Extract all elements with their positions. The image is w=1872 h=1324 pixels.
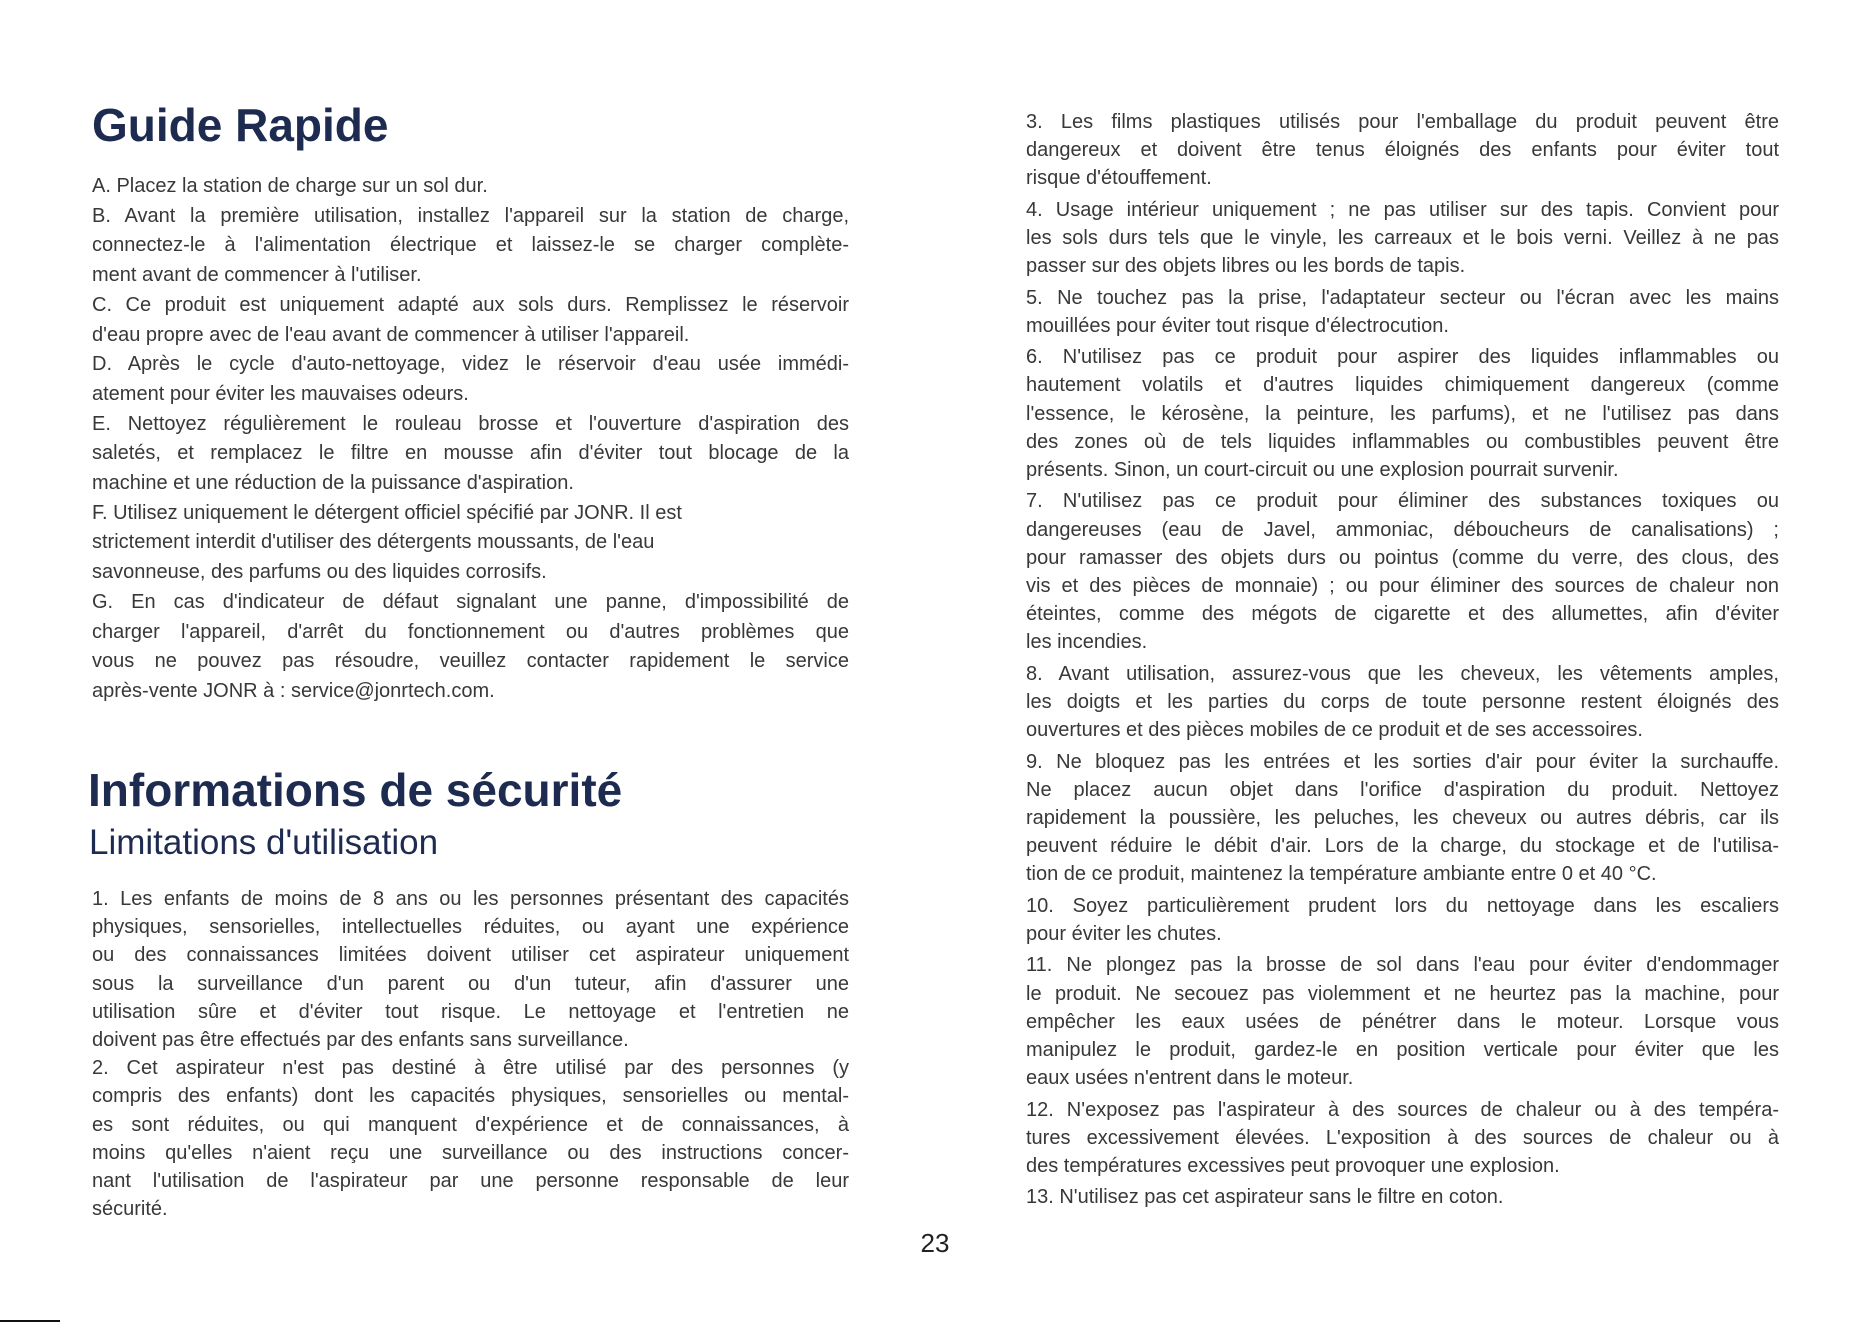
text-line: vis et des pièces de monnaie) ; ou pour éliminer des sources de chaleur non (1026, 575, 1779, 597)
guide-item-f (92, 499, 849, 588)
safety-item-1 (92, 885, 849, 1054)
text-line: 1. Les enfants de moins de 8 ans ou les personnes présentant des capacités (92, 888, 849, 910)
text-line: tures excessivement élevées. L'exposition à des sources de chaleur ou à (1026, 1126, 1779, 1149)
text-line: B. Avant la première utilisation, installez l'appareil sur la station de charge, (92, 204, 849, 227)
safety-item-12 (1026, 1096, 1779, 1181)
text-line: mouillées pour éviter tout risque d'électrocution. (1026, 314, 1449, 337)
text-line: sous la surveillance d'un parent ou d'un tuteur, afin d'assurer une (92, 972, 849, 995)
safety-item-10 (1026, 892, 1779, 948)
text-line: après-vente JONR à : service@jonrtech.com. (92, 679, 495, 702)
text-line: le produit. Ne secouez pas violemment et ne heurtez pas la machine, pour (1026, 982, 1779, 1005)
text-line: saletés, et remplacez le filtre en mousse afin d'éviter tout blocage de la (92, 442, 849, 465)
text-line: 5. Ne touchez pas la prise, l'adaptateur secteur ou l'écran avec les mains (1026, 286, 1779, 309)
text-line: compris des enfants) dont les capacités physiques, sensorielles ou mental- (92, 1085, 849, 1108)
guide-item-e (92, 410, 849, 499)
text-line: charger l'appareil, d'arrêt du fonctionnement ou d'autres problèmes que (92, 620, 849, 643)
text-line: 10. Soyez particulièrement prudent lors du nettoyage dans les escaliers (1026, 894, 1779, 917)
text-line: ouvertures et des pièces mobiles de ce produit et de ses accessoires. (1026, 719, 1643, 742)
safety-item-3 (1026, 108, 1779, 193)
safety-item-11 (1026, 951, 1779, 1092)
text-line: 11. Ne plongez pas la brosse de sol dans l'eau pour éviter d'endommager (1026, 954, 1779, 977)
safety-subtitle: Limitations d'utilisation (89, 823, 439, 862)
text-line: moins qu'elles n'aient reçu une surveillance ou des instructions concer- (92, 1141, 849, 1164)
text-line: strictement interdit d'utiliser des détergents moussants, de l'eau (92, 531, 655, 554)
text-line: G. En cas d'indicateur de défaut signalant une panne, d'impossibilité de (92, 590, 849, 613)
text-line: peuvent réduire le débit d'air. Lors de la charge, du stockage et de l'utilisa- (1026, 835, 1779, 858)
safety-item-9 (1026, 748, 1779, 889)
text-line: F. Utilisez uniquement le détergent officiel spécifié par JONR. Il est (92, 501, 682, 524)
text-line: Ne placez aucun objet dans l'orifice d'aspiration du produit. Nettoyez (1026, 778, 1779, 801)
safety-title: Informations de sécurité (88, 764, 623, 816)
text-line: atement pour éviter les mauvaises odeurs. (92, 382, 469, 405)
text-line: les incendies. (1026, 631, 1148, 654)
text-line: l'essence, le kérosène, la peinture, les parfums), et ne l'utilisez pas dans (1026, 402, 1779, 425)
text-line: sécurité. (92, 1198, 168, 1221)
text-line: dangereuses (eau de Javel, ammoniac, déboucheurs de canalisations) ; (1026, 518, 1779, 541)
text-line: rapidement la poussière, les peluches, les cheveux ou autres débris, car ils (1026, 807, 1779, 829)
text-line: ou des connaissances limitées doivent utiliser cet aspirateur uniquement (92, 944, 849, 967)
text-line: les sols durs tels que le vinyle, les carreaux et le bois verni. Veillez à ne pas (1026, 227, 1779, 249)
guide-item-g (92, 588, 849, 707)
text-line: E. Nettoyez régulièrement le rouleau brosse et l'ouverture d'aspiration des (92, 412, 849, 435)
text-line: éteintes, comme des mégots de cigarette et des allumettes, afin d'éviter (1026, 603, 1779, 626)
text-line: pour éviter les chutes. (1026, 923, 1222, 945)
guide-item-d (92, 350, 849, 409)
text-line: pour ramasser des objets durs ou pointus (comme du verre, des clous, des (1026, 546, 1779, 569)
text-line: D. Après le cycle d'auto-nettoyage, videz le réservoir d'eau usée immédi- (92, 353, 849, 376)
safety-list-right (1026, 108, 1779, 1212)
safety-item-13 (1026, 1183, 1779, 1211)
safety-list-left (92, 885, 849, 1223)
text-line: eaux usées n'entrent dans le moteur. (1026, 1067, 1354, 1090)
safety-item-8 (1026, 660, 1779, 745)
safety-item-6 (1026, 343, 1779, 484)
text-line: des températures excessives peut provoquer une explosion. (1026, 1155, 1560, 1177)
guide-item-c (92, 291, 849, 350)
text-line: utilisation sûre et d'éviter tout risque. Le nettoyage et l'entretien ne (92, 1000, 849, 1023)
text-line: d'eau propre avec de l'eau avant de commencer à utiliser l'appareil. (92, 323, 690, 346)
guide-item-b (92, 202, 849, 291)
text-line: 6. N'utilisez pas ce produit pour aspirer des liquides inflammables ou (1026, 346, 1779, 369)
text-line: 9. Ne bloquez pas les entrées et les sorties d'air pour éviter la surchauffe. (1026, 750, 1779, 773)
text-line: physiques, sensorielles, intellectuelles réduites, ou ayant une expérience (92, 916, 849, 939)
text-line: 7. N'utilisez pas ce produit pour éliminer des substances toxiques ou (1026, 490, 1779, 513)
text-line: vous ne pouvez pas résoudre, veuillez contacter rapidement le service (92, 650, 849, 673)
text-line: tion de ce produit, maintenez la température ambiante entre 0 et 40 °C. (1026, 863, 1657, 886)
safety-item-2 (92, 1054, 849, 1223)
text-line: machine et une réduction de la puissance d'aspiration. (92, 472, 574, 495)
quick-guide-list (92, 172, 849, 707)
quick-guide-title: Guide Rapide (92, 99, 389, 151)
text-line: es sont réduites, ou qui manquent d'expérience et de connaissances, à (92, 1113, 849, 1136)
text-line: manipulez le produit, gardez-le en position verticale pour éviter que les (1026, 1039, 1779, 1061)
text-line: présents. Sinon, un court-circuit ou une explosion pourrait survenir. (1026, 459, 1619, 481)
text-line: C. Ce produit est uniquement adapté aux sols durs. Remplissez le réservoir (92, 293, 849, 316)
text-line: connectez-le à l'alimentation électrique et laissez-le se charger complète- (92, 234, 849, 257)
text-line: les doigts et les parties du corps de toute personne restent éloignés des (1026, 691, 1779, 713)
text-line: 13. N'utilisez pas cet aspirateur sans le filtre en coton. (1026, 1186, 1504, 1209)
text-line: 2. Cet aspirateur n'est pas destiné à être utilisé par des personnes (y (92, 1057, 849, 1080)
text-line: dangereux et doivent être tenus éloignés des enfants pour éviter tout (1026, 139, 1779, 162)
text-line: 12. N'exposez pas l'aspirateur à des sources de chaleur ou à des tempéra- (1026, 1098, 1779, 1121)
text-line: 8. Avant utilisation, assurez-vous que les cheveux, les vêtements amples, (1026, 662, 1779, 685)
crop-mark-line (0, 1320, 60, 1322)
text-line: A. Placez la station de charge sur un sol dur. (92, 175, 488, 197)
text-line: hautement volatils et d'autres liquides chimiquement dangereux (comme (1026, 374, 1779, 397)
guide-item-a (92, 172, 849, 202)
text-line: 4. Usage intérieur uniquement ; ne pas utiliser sur des tapis. Convient pour (1026, 198, 1779, 221)
safety-item-5 (1026, 284, 1779, 340)
text-line: doivent pas être effectués par des enfants sans surveillance. (92, 1029, 629, 1052)
safety-item-4 (1026, 196, 1779, 281)
text-line: nant l'utilisation de l'aspirateur par une personne responsable de leur (92, 1170, 849, 1193)
text-line: empêcher les eaux usées de pénétrer dans le moteur. Lorsque vous (1026, 1010, 1779, 1033)
page-number: 23 (920, 1228, 950, 1258)
text-line: passer sur des objets libres ou les bords de tapis. (1026, 255, 1466, 278)
text-line: 3. Les films plastiques utilisés pour l'emballage du produit peuvent être (1026, 111, 1779, 133)
text-line: ment avant de commencer à l'utiliser. (92, 264, 422, 287)
text-line: risque d'étouffement. (1026, 167, 1212, 190)
text-line: des zones où de tels liquides inflammables ou combustibles peuvent être (1026, 430, 1779, 453)
text-line: savonneuse, des parfums ou des liquides corrosifs. (92, 561, 547, 584)
safety-item-7 (1026, 487, 1779, 656)
